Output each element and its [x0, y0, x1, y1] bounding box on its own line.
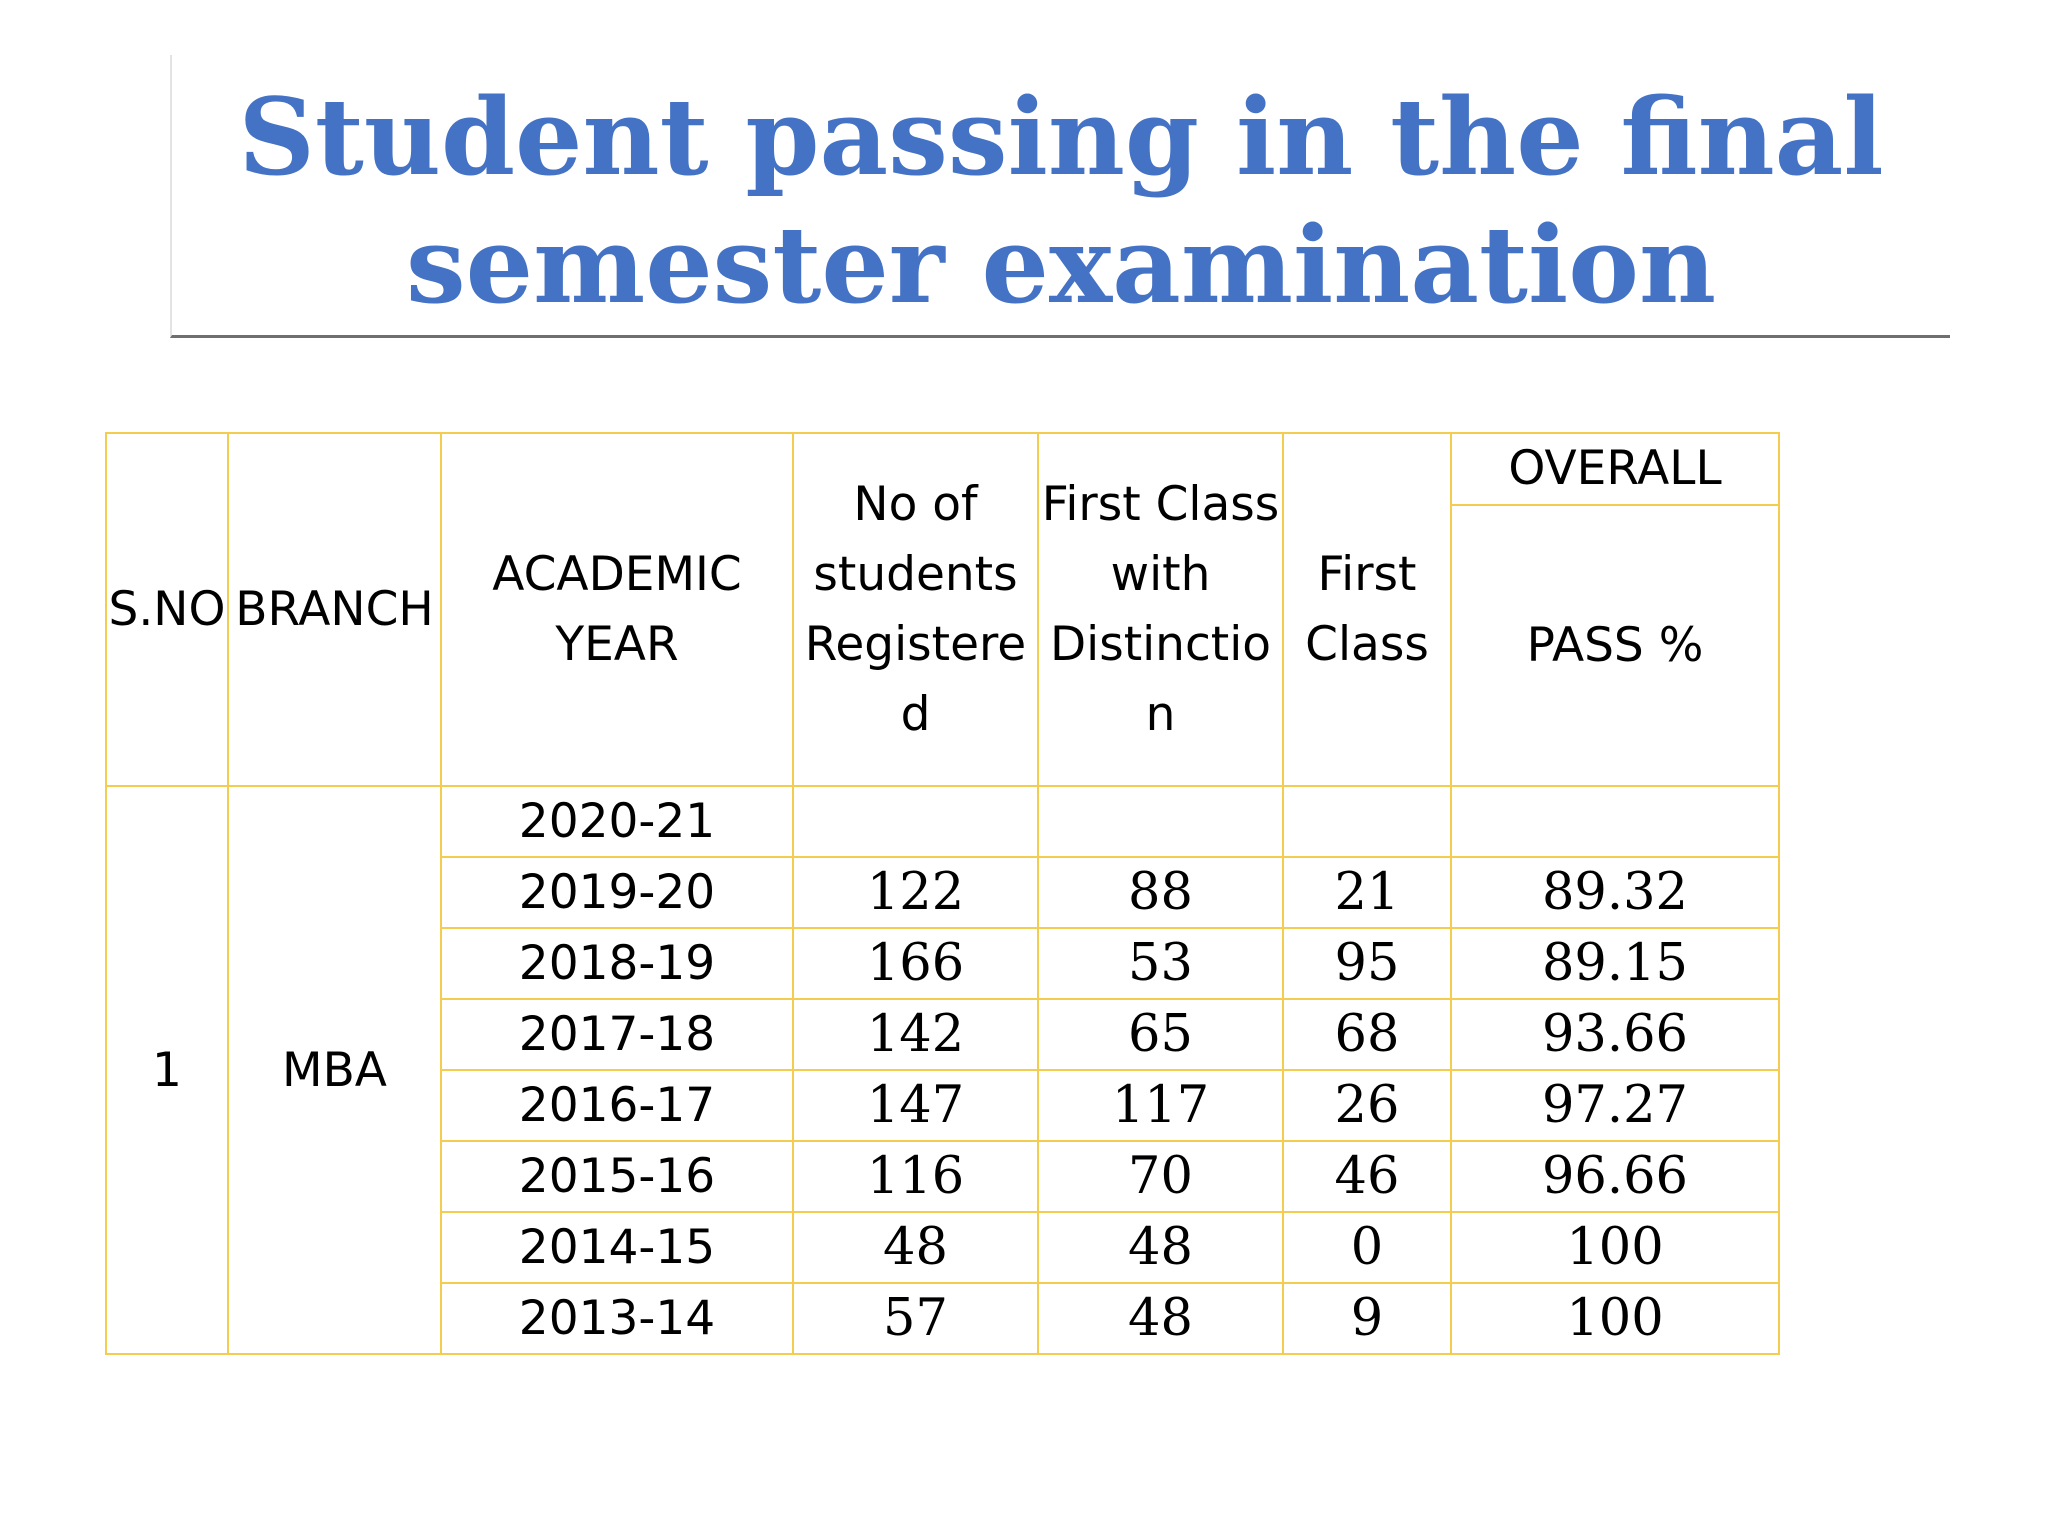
cell-academic-year: 2016-17 — [441, 1070, 793, 1141]
header-first-class-line: First — [1317, 546, 1417, 602]
header-distinction — [1038, 433, 1283, 786]
cell-academic-year: 2015-16 — [441, 1141, 793, 1212]
cell-registered: 57 — [793, 1283, 1038, 1354]
cell-distinction: 117 — [1038, 1070, 1283, 1141]
header-distinction-line: with — [1110, 546, 1211, 602]
header-registered-line: d — [900, 686, 931, 742]
cell-distinction: 70 — [1038, 1141, 1283, 1212]
header-first-class-line: Class — [1305, 616, 1429, 672]
table-row — [106, 786, 1779, 857]
cell-pass-pct: 100 — [1451, 1212, 1779, 1283]
cell-distinction: 53 — [1038, 928, 1283, 999]
cell-registered: 116 — [793, 1141, 1038, 1212]
cell-first-class: 95 — [1283, 928, 1451, 999]
cell-first-class: 9 — [1283, 1283, 1451, 1354]
cell-registered: 142 — [793, 999, 1038, 1070]
header-academic-year-line: YEAR — [555, 616, 679, 672]
title-box — [170, 55, 1950, 338]
results-table — [105, 432, 1780, 1355]
title-line-1: Student passing in the final — [238, 74, 1884, 199]
header-distinction-line: n — [1145, 686, 1176, 742]
header-branch: BRANCH — [228, 433, 441, 786]
cell-first-class: 0 — [1283, 1212, 1451, 1283]
cell-first-class: 21 — [1283, 857, 1451, 928]
cell-first-class: 46 — [1283, 1141, 1451, 1212]
cell-sno: 1 — [106, 786, 228, 1354]
cell-first-class: 68 — [1283, 999, 1451, 1070]
cell-registered: 147 — [793, 1070, 1038, 1141]
cell-academic-year: 2017-18 — [441, 999, 793, 1070]
cell-registered: 166 — [793, 928, 1038, 999]
results-table-wrapper — [105, 432, 1780, 1355]
header-registered — [793, 433, 1038, 786]
title-line-2: semester examination — [405, 202, 1717, 327]
header-registered-line: No of — [853, 476, 978, 532]
header-academic-year-line: ACADEMIC — [492, 546, 742, 602]
cell-academic-year: 2014-15 — [441, 1212, 793, 1283]
cell-pass-pct: 89.32 — [1451, 857, 1779, 928]
cell-academic-year: 2019-20 — [441, 857, 793, 928]
cell-academic-year: 2020-21 — [441, 786, 793, 857]
header-distinction-line: Distinctio — [1049, 616, 1272, 672]
slide-title — [172, 73, 1950, 329]
cell-registered: 48 — [793, 1212, 1038, 1283]
header-overall: OVERALL — [1451, 433, 1779, 505]
header-sno: S.NO — [106, 433, 228, 786]
cell-first-class: 26 — [1283, 1070, 1451, 1141]
header-academic-year — [441, 433, 793, 786]
cell-pass-pct: 96.66 — [1451, 1141, 1779, 1212]
cell-branch: MBA — [228, 786, 441, 1354]
cell-registered: 122 — [793, 857, 1038, 928]
cell-pass-pct: 93.66 — [1451, 999, 1779, 1070]
cell-distinction: 48 — [1038, 1283, 1283, 1354]
header-distinction-line: First Class — [1041, 476, 1280, 532]
header-pass-pct: PASS % — [1451, 505, 1779, 786]
cell-pass-pct: 97.27 — [1451, 1070, 1779, 1141]
cell-distinction: 65 — [1038, 999, 1283, 1070]
header-registered-line: Registere — [804, 616, 1027, 672]
cell-distinction: 88 — [1038, 857, 1283, 928]
cell-academic-year: 2018-19 — [441, 928, 793, 999]
cell-distinction: 48 — [1038, 1212, 1283, 1283]
cell-academic-year: 2013-14 — [441, 1283, 793, 1354]
cell-pass-pct — [1451, 786, 1779, 857]
header-row — [106, 433, 1779, 505]
cell-registered — [793, 786, 1038, 857]
cell-pass-pct: 100 — [1451, 1283, 1779, 1354]
cell-distinction — [1038, 786, 1283, 857]
header-first-class — [1283, 433, 1451, 786]
header-registered-line: students — [813, 546, 1018, 602]
cell-first-class — [1283, 786, 1451, 857]
cell-pass-pct: 89.15 — [1451, 928, 1779, 999]
